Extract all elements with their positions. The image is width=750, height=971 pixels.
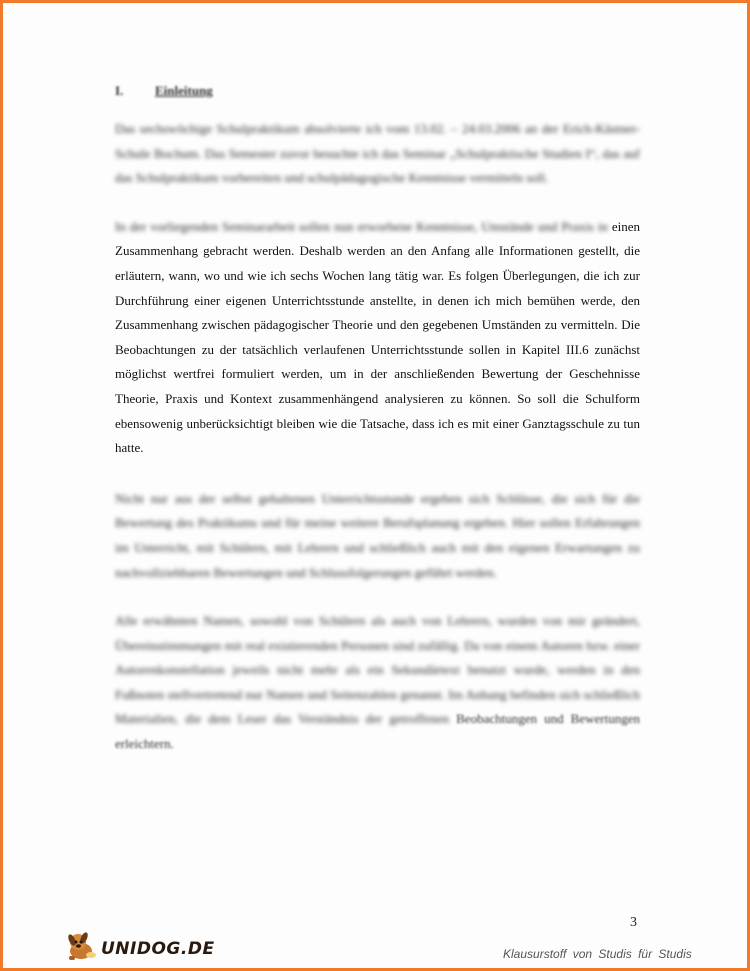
- paragraph-2: [115, 215, 640, 461]
- page-number: 3: [630, 915, 637, 930]
- paragraph-2-clear-text: einen Zusammenhang gebracht werden. Deshalb werden an den Anfang alle Informationen gestellt, die erläutern, wann, wo und wie ich sechs Wochen lang tätig war. Es folgen Überlegungen, die ich zur Durchführung einer eigenen Unterrichtsstunde anstellte, in denen ich mich bemühen werde, den Zusammenhang zwischen pädagogischer Theorie und den gegebenen Umständen zu vermitteln. Die Beobachtungen zu der tatsächlich verlaufenen Unterrichtsstunde sollen in Kapitel III.6 zunächst möglichst wertfrei formuliert werden, um in der anschließenden Bewertung der Geschehnisse Theorie, Praxis und Kontext zusammenhängend analysieren zu können. So soll die Schulform ebensowenig unberücksichtigt bleiben wie die Tatsache, dass ich es mit einer Ganztagsschule zu tun hatte.: [115, 218, 640, 456]
- site-logo: [65, 931, 215, 966]
- paragraph-1: Das sechswöchige Schulpraktikum absolvierte ich vom 13.02. – 24.03.2006 an der Erich-Kästner-Schule Bochum. Das Semester zuvor besuchte ich das Seminar „Schulpraktische Studien I“, das auf das Schulpraktikum vorbereiten und schulpädagogische Kenntnisse vermitteln soll.: [115, 121, 640, 186]
- section-title: Einleitung: [155, 83, 213, 98]
- paragraph-2-blurred-line: In der vorliegenden Seminararbeit sollen nun erworbene Kenntnisse, Umstände und Praxis in: [115, 218, 608, 234]
- logo-text: UNIDOG.DE: [101, 938, 215, 959]
- paragraph-4-blurred-text: Alle erwähnten Namen, sowohl von Schülern als auch von Lehrern, wurden von mir geändert, Übereinstimmungen mit real existierenden Personen sind zufällig. Da von einem Autoren bzw. einer Autorenkonstellation jeweils nicht mehr als ein Sekundärtext benutzt wurde, werden in den Fußnoten stellvertretend nur Namen und Seitenzahlen genannt. Im Anhang befinden sich schließlich Materialien, die dem Leser das Verständnis der getroffenen: [115, 613, 640, 727]
- section-number: I.: [115, 83, 124, 98]
- footer-tagline: Klausurstoff von Studis für Studis: [503, 947, 692, 961]
- dog-mascot-icon: [65, 931, 99, 966]
- document-page: [115, 83, 640, 781]
- paragraph-4: [115, 609, 640, 757]
- paragraph-3: Nicht nur aus der selbst gehaltenen Unterrichtsstunde ergeben sich Schlüsse, die sich für die Bewertung des Praktikums und für meine weitere Berufsplanung ergeben. Hier sollen Erfahrungen im Unterricht, mit Schülern, mit Lehrern und schließlich auch mit den eigenen Erwartungen zu nachvollziehbaren Bewertungen und Schlussfolgerungen geführt werden.: [115, 490, 640, 580]
- section-heading: [115, 83, 640, 99]
- paragraph-4-last-line: Beobachtungen und Bewertungen erleichtern.: [115, 711, 640, 752]
